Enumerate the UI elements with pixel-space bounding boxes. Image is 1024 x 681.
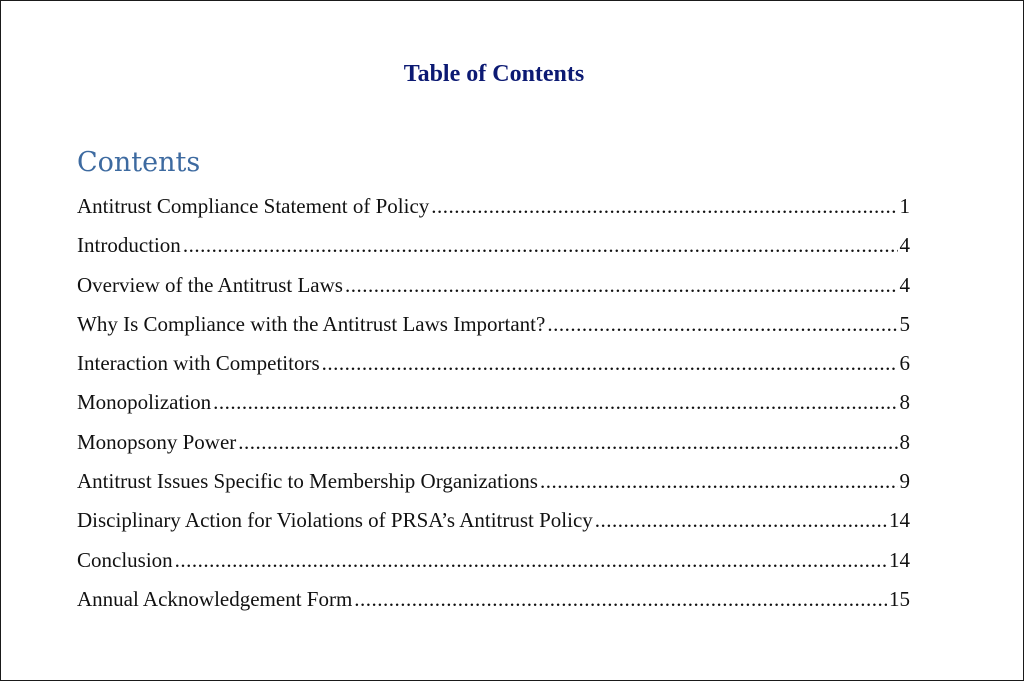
dot-leader [183, 226, 898, 265]
toc-entry-page[interactable]: 8 [899, 429, 910, 454]
toc-entry-page[interactable]: 14 [889, 508, 910, 533]
toc-entry[interactable] [77, 383, 910, 422]
toc-entry-page[interactable]: 14 [889, 547, 910, 572]
dot-leader [238, 423, 897, 462]
toc-entry[interactable] [77, 226, 910, 265]
toc-entry-page[interactable]: 4 [899, 233, 910, 258]
page-title: Table of Contents [403, 61, 585, 87]
toc-entry-page[interactable]: 8 [899, 390, 910, 415]
toc-entry[interactable] [77, 580, 910, 619]
toc-entry[interactable] [77, 187, 910, 226]
toc-entry-title[interactable]: Overview of the Antitrust Laws [77, 272, 343, 297]
toc-entry[interactable] [77, 266, 910, 305]
toc-entry-page[interactable]: 15 [889, 586, 910, 611]
toc-entry-title[interactable]: Conclusion [77, 547, 173, 572]
toc-entry-title[interactable]: Introduction [77, 233, 181, 258]
toc-entry[interactable] [77, 501, 910, 540]
dot-leader [431, 187, 897, 226]
toc-entry[interactable] [77, 305, 910, 344]
dot-leader [354, 580, 887, 619]
dot-leader [175, 541, 887, 580]
dot-leader [595, 501, 887, 540]
dot-leader [547, 305, 897, 344]
toc-entry-title[interactable]: Monopsony Power [77, 429, 237, 454]
dot-leader [540, 462, 898, 501]
toc-entry-page[interactable]: 9 [899, 469, 910, 494]
toc-heading: Contents [77, 147, 201, 178]
toc-entry-title[interactable]: Disciplinary Action for Violations of PRSA’s Antitrust Policy [77, 508, 593, 533]
dot-leader [345, 266, 898, 305]
toc-entry-title[interactable]: Why Is Compliance with the Antitrust Laws Important? [77, 311, 546, 336]
toc-entry[interactable] [77, 344, 910, 383]
toc-entry-title[interactable]: Monopolization [77, 390, 212, 415]
toc-entry-page[interactable]: 1 [899, 194, 910, 218]
toc-entry-title[interactable]: Antitrust Compliance Statement of Policy [77, 194, 430, 218]
toc-entry-title[interactable]: Interaction with Competitors [77, 351, 320, 376]
toc-entry[interactable] [77, 462, 910, 501]
toc-list [77, 187, 910, 619]
toc-entry-page[interactable]: 6 [899, 351, 910, 376]
toc-entry[interactable] [77, 423, 910, 462]
toc-entry-page[interactable]: 4 [899, 272, 910, 297]
toc-entry-title[interactable]: Antitrust Issues Specific to Membership Organizations [77, 469, 538, 494]
dot-leader [322, 344, 898, 383]
toc-entry[interactable] [77, 541, 910, 580]
toc-entry-page[interactable]: 5 [899, 311, 910, 336]
toc-entry-title[interactable]: Annual Acknowledgement Form [77, 586, 353, 611]
dot-leader [213, 383, 897, 422]
